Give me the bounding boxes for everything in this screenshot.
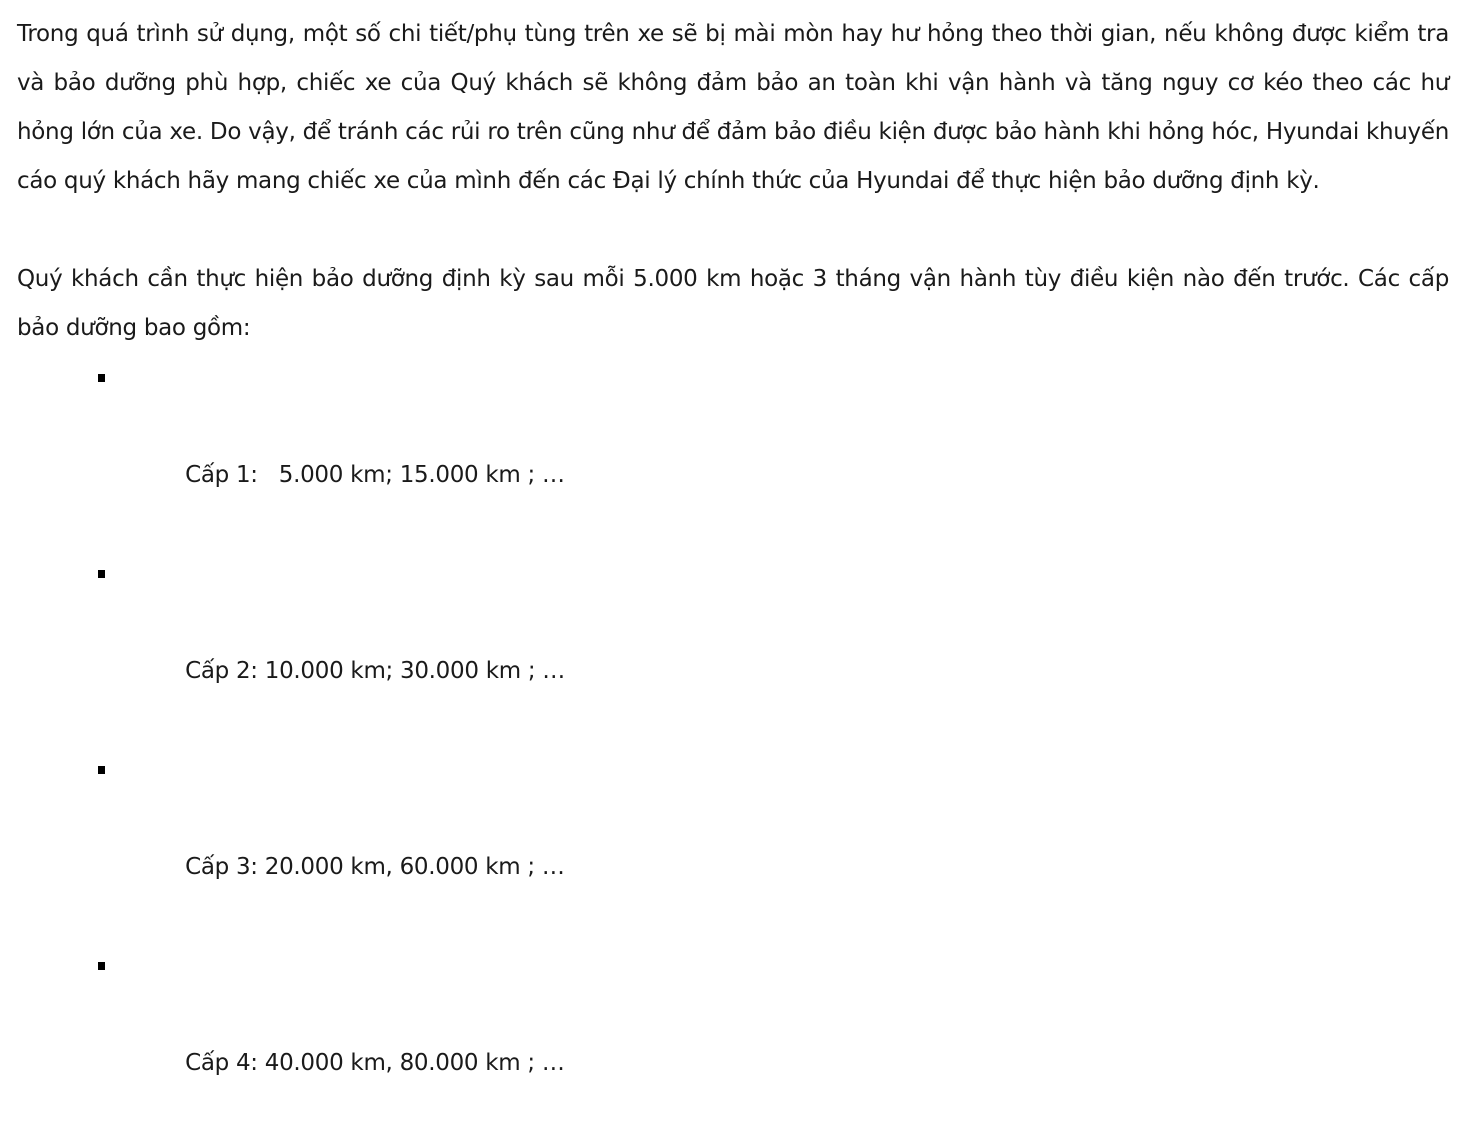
maintenance-levels-list [17,353,1449,1137]
document-body [17,10,1449,1137]
list-item [17,941,1449,1137]
square-bullet-icon [98,766,105,774]
schedule-paragraph: Quý khách cần thực hiện bảo dưỡng định kỳ sau mỗi 5.000 km hoặc 3 tháng vận hành tùy điều kiện nào đến trước. Các cấp bảo dưỡng bao gồm: [17,266,1449,341]
level-1-text: Cấp 1: 5.000 km; 15.000 km ; … [185,462,565,488]
level-3-text: Cấp 3: 20.000 km, 60.000 km ; … [185,854,565,880]
list-item [17,549,1449,745]
intro-paragraph: Trong quá trình sử dụng, một số chi tiết/phụ tùng trên xe sẽ bị mài mòn hay hư hỏng theo thời gian, nếu không được kiểm tra và bảo dưỡng phù hợp, chiếc xe của Quý khách sẽ không đảm bảo an toàn khi vận hành và tăng nguy cơ kéo theo các hư hỏng lớn của xe. Do vậy, để tránh các rủi ro trên cũng như để đảm bảo điều kiện được bảo hành khi hỏng hóc, Hyundai khuyến cáo quý khách hãy mang chiếc xe của mình đến các Đại lý chính thức của Hyundai để thực hiện bảo dưỡng định kỳ. [17,21,1449,194]
list-item [17,745,1449,941]
square-bullet-icon [98,570,105,578]
level-4-text: Cấp 4: 40.000 km, 80.000 km ; … [185,1050,565,1076]
list-item [17,353,1449,549]
square-bullet-icon [98,374,105,382]
level-2-text: Cấp 2: 10.000 km; 30.000 km ; … [185,658,565,684]
square-bullet-icon [98,962,105,970]
